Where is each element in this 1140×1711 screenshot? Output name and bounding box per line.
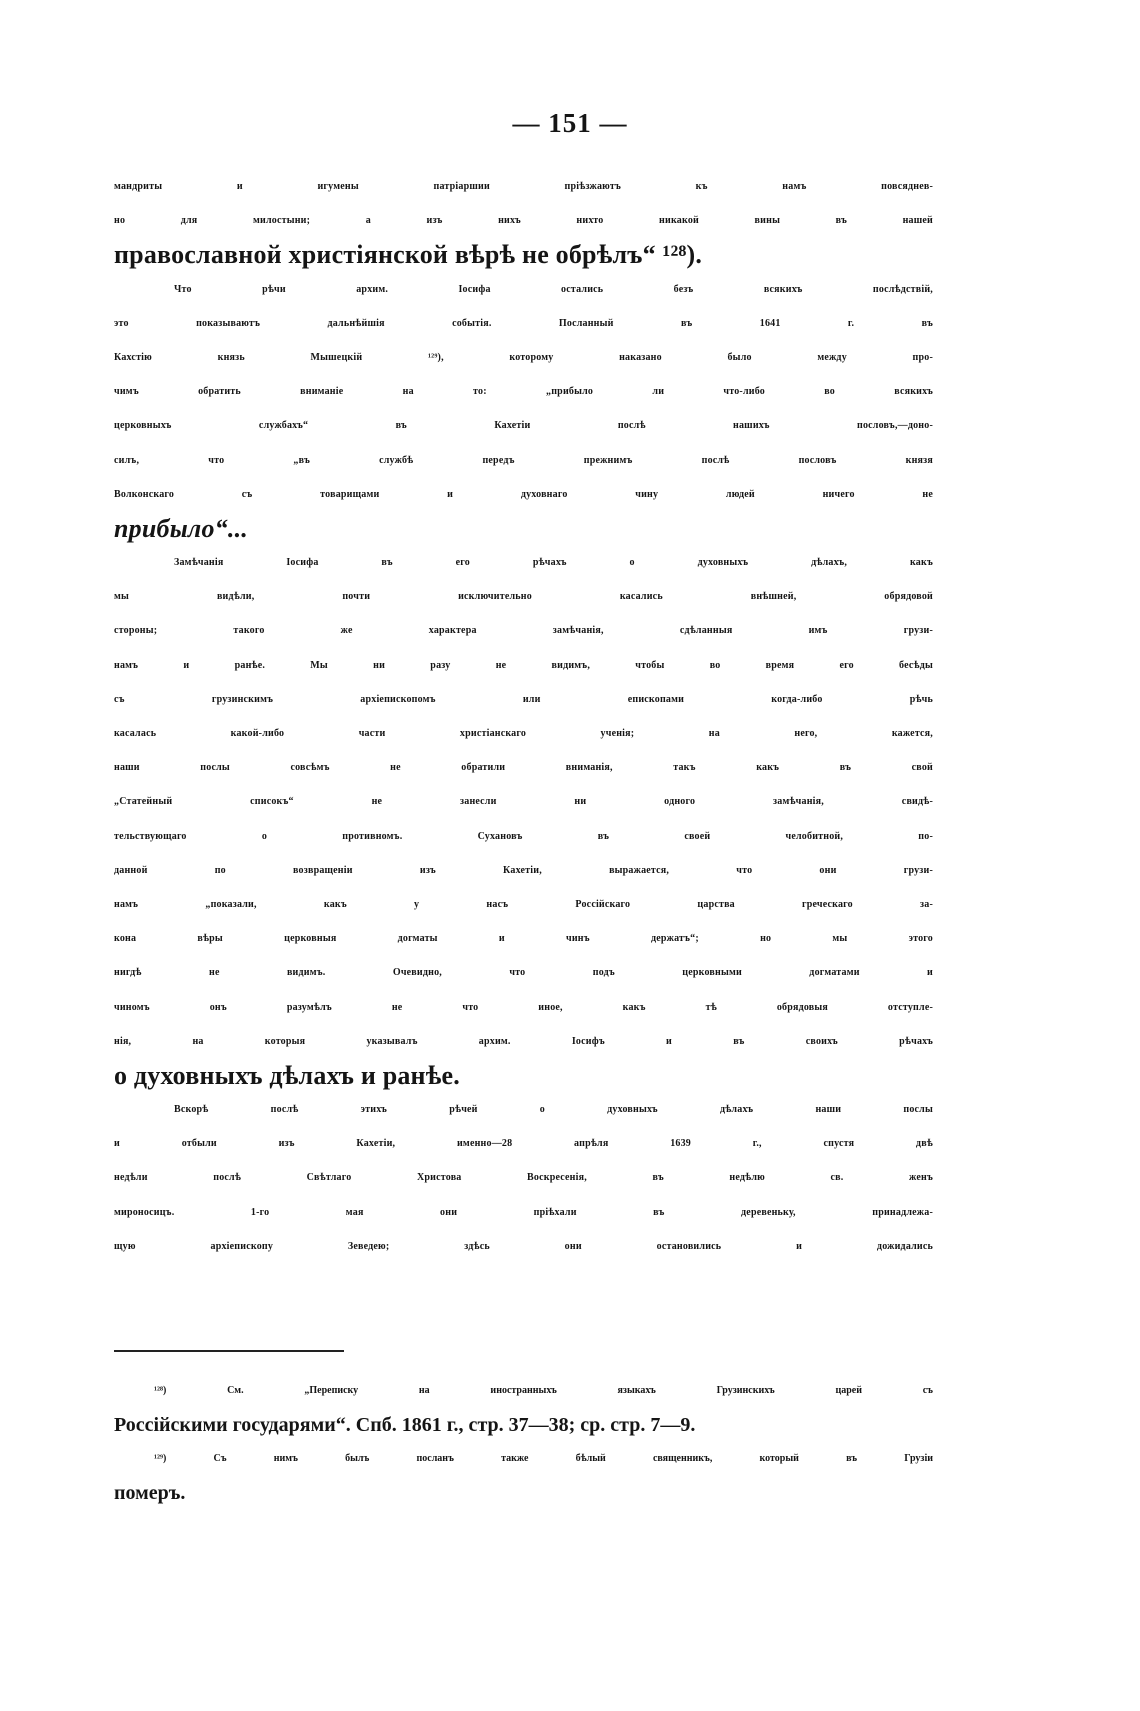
text-line: нигдѣ не видимъ. Очевидно, что подъ церковными догматами и: [114, 967, 933, 979]
text-line: православной христіянской вѣрѣ не обрѣлъ“ ¹²⁸).: [114, 240, 703, 270]
footnote-divider: [114, 1350, 344, 1352]
footnotes: [114, 1374, 933, 1510]
footnote-line: ¹²⁸) См. „Переписку на иностранныхъ языкахъ Грузинскихъ царей съ: [154, 1385, 933, 1396]
body-text: [114, 170, 933, 1264]
page-number: — 151 —: [512, 108, 628, 138]
footnote-line: ¹²⁹) Съ нимъ былъ посланъ также бѣлый священникъ, который въ Грузіи: [154, 1453, 933, 1464]
text-line: но для милостыни; а изъ нихъ нихто никакой вины въ нашей: [114, 215, 933, 227]
text-line: Замѣчанія Іосифа въ его рѣчахъ о духовныхъ дѣлахъ, какъ: [174, 557, 933, 569]
text-line: щую архіепископу Зеведею; здѣсь они остановились и дожидались: [114, 1240, 933, 1252]
text-line: это показываютъ дальнѣйшія событія. Посланный въ 1641 г. въ: [114, 317, 933, 329]
text-line: прибыло“...: [114, 513, 248, 543]
text-line: церковныхъ службахъ“ въ Кахетіи послѣ нашихъ пословъ,—доно-: [114, 420, 933, 432]
text-line: намъ „показали, какъ у насъ Россійскаго царства греческаго за-: [114, 898, 933, 910]
text-line: чиномъ онъ разумѣлъ не что иное, какъ тѣ обрядовыя отступле-: [114, 1001, 933, 1013]
text-line: Волконскаго съ товарищами и духовнаго чину людей ничего не: [114, 488, 933, 500]
text-line: о духовныхъ дѣлахъ и ранѣе.: [114, 1060, 460, 1090]
text-line: кона вѣры церковныя догматы и чинъ держатъ“; но мы этого: [114, 933, 933, 945]
text-line: Что рѣчи архим. Іосифа остались безъ всякихъ послѣдствій,: [174, 283, 933, 295]
text-line: мандриты и игумены патріаршии пріѣзжаютъ къ намъ повсяднев-: [114, 181, 933, 192]
footnote-line: померъ.: [114, 1482, 186, 1504]
text-line: стороны; такого же характера замѣчанія, сдѣланныя имъ грузи-: [114, 625, 933, 637]
text-line: данной по возвращеніи изъ Кахетіи, выражается, что они грузи-: [114, 864, 933, 876]
text-line: намъ и ранѣе. Мы ни разу не видимъ, чтобы во время его бесѣды: [114, 659, 933, 671]
footnote-line: Россійскими государями“. Спб. 1861 г., стр. 37—38; ср. стр. 7—9.: [114, 1414, 696, 1436]
text-line: недѣли послѣ Свѣтлаго Христова Воскресенія, въ недѣлю св. женъ: [114, 1172, 933, 1184]
text-line: силъ, что „въ службѣ передъ прежнимъ послѣ пословъ князя: [114, 454, 933, 466]
text-line: тельствующаго о противномъ. Сухановъ въ своей челобитной, по-: [114, 830, 933, 842]
text-line: касалась какой-либо части христіанскаго ученія; на него, кажется,: [114, 728, 933, 739]
text-line: чимъ обратить вниманіе на то: „прибыло ли что-либо во всякихъ: [114, 386, 933, 398]
text-line: наши послы совсѣмъ не обратили вниманія, такъ какъ въ свой: [114, 762, 933, 774]
text-line: мироносицъ. 1-го мая они пріѣхали въ деревеньку, принадлежа-: [114, 1206, 933, 1218]
text-line: Кахстію князь Мышецкій ¹²⁹), которому наказано было между про-: [114, 351, 933, 363]
text-line: и отбыли изъ Кахетіи, именно—28 апрѣля 1639 г., спустя двѣ: [114, 1138, 933, 1150]
text-line: Вскорѣ послѣ этихъ рѣчей о духовныхъ дѣлахъ наши послы: [174, 1104, 933, 1116]
text-line: нія, на которыя указывалъ архим. Іосифъ и въ своихъ рѣчахъ: [114, 1035, 933, 1047]
text-line: мы видѣли, почти исключительно касались внѣшней, обрядовой: [114, 591, 933, 603]
text-line: съ грузинскимъ архіепископомъ или епископами когда-либо рѣчь: [114, 693, 933, 705]
text-line: „Статейный списокъ“ не занесли ни одного замѣчанія, свидѣ-: [114, 796, 933, 808]
